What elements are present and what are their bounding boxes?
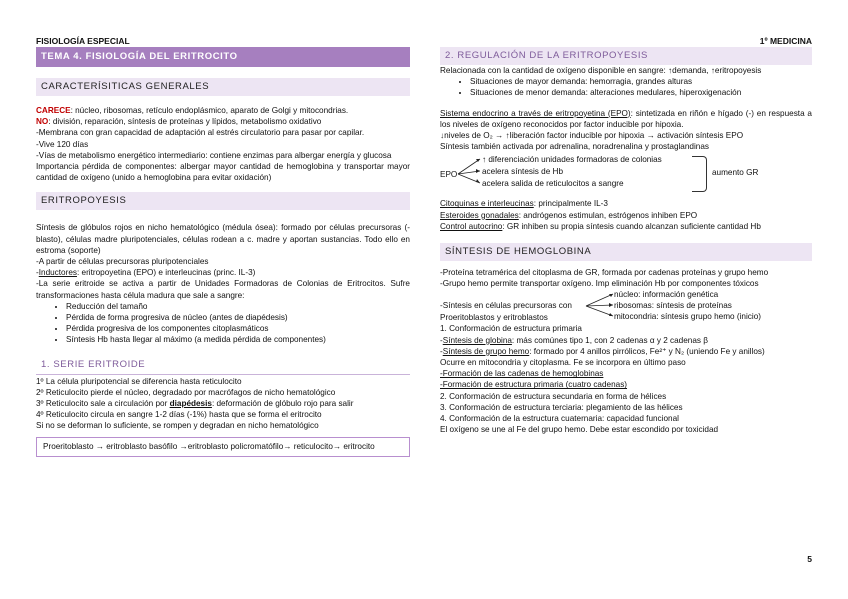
list-item: • Síntesis Hb hasta llegar al máximo (a medida pérdida de componentes) xyxy=(66,334,410,345)
header-subject: FISIOLOGÍA ESPECIAL xyxy=(36,36,130,46)
page-number: 5 xyxy=(807,554,812,564)
grupo-hemo-label: Síntesis de grupo hemo xyxy=(442,346,530,356)
inductores-label: Inductores xyxy=(38,268,77,278)
organelle-diagram xyxy=(440,289,812,323)
car-line: -Vive 120 días xyxy=(36,139,89,149)
citoquinas-text: : principalmente IL-3 xyxy=(533,199,608,209)
car-line: -Membrana con gran capacidad de adaptación al estrés circulatorio para pasar por capilar. xyxy=(36,128,365,138)
grupo-hemo-text: : formado por 4 anillos pirrólicos, Fe²⁺ y N₂ (uniendo Fe y anillos) xyxy=(529,346,765,356)
eri-paragraph: -A partir de células precursoras pluripotenciales xyxy=(36,257,209,267)
globina-line: -Síntesis de globina: más comúnes tipo 1, con 2 cadenas α y 2 cadenas β xyxy=(440,335,708,345)
hemo-line: Ocurre en mitocondria y citoplasma. Fe se incorpora en último paso xyxy=(440,358,686,368)
autocrino-text: : GR inhiben su propia síntesis cuando alcanzan suficiente cantidad Hb xyxy=(502,221,761,231)
left-column xyxy=(36,47,410,457)
hemo-step: 3. Conformación de estructura terciaria: plegamiento de las hélices xyxy=(440,402,683,412)
serie-line: 1º La célula pluripotencial se diferencia hasta reticulocito xyxy=(36,376,242,386)
hemo-step: 4. Conformación de la estructura cuaternaria: capacidad funcional xyxy=(440,414,679,424)
carece-label: CARECE xyxy=(36,106,71,115)
reg-line: Relacionada con la cantidad de oxígeno disponible en sangre: ↑demanda, ↑eritropoyesis xyxy=(440,66,762,75)
eritropoyesis-body xyxy=(36,222,410,345)
epo-result: aumento GR xyxy=(712,168,759,178)
organelle-item: ribosomas: síntesis de proteínas xyxy=(614,301,732,311)
organelle-branch-arrows-icon xyxy=(584,289,618,323)
serie-line: Si no se deforman lo suficiente, se rompen y degradan en nicho hematológico xyxy=(36,421,319,431)
right-column xyxy=(440,47,812,435)
hemo-line: -Proteína tetramérica del citoplasma de GR, formada por cadenas proteínas y grupo hemo xyxy=(440,268,769,278)
serie-text: : deformación de glóbulo rojo para salir xyxy=(211,399,354,409)
caracteristicas-body xyxy=(36,105,410,183)
hemo-sintesis-text: -Síntesis en células precursoras con xyxy=(440,301,572,311)
reg-bullet-list xyxy=(440,76,812,98)
epo-diagram xyxy=(440,154,812,196)
epo-section xyxy=(440,108,812,232)
citoquinas-line xyxy=(440,198,812,209)
hemo-sintesis-label xyxy=(440,300,572,322)
epo-effect: acelera síntesis de Hb xyxy=(482,167,564,177)
epo-effect: ↑ diferenciación unidades formadoras de colonias xyxy=(482,155,662,165)
sintesis-activada-line: Síntesis también activada por adrenalina, noradrenalina y prostaglandinas xyxy=(440,142,709,152)
globina-text: : más comúnes tipo 1, con 2 cadenas α y 2 cadenas β xyxy=(511,335,708,345)
niveles-line: ↓niveles de O₂ → ↑liberación factor inducible por hipoxia → activación síntesis EPO xyxy=(440,131,744,141)
list-item: • Pérdida de forma progresiva de núcleo (antes de diapédesis) xyxy=(66,312,410,323)
epo-effect: acelera salida de reticulocitos a sangre xyxy=(482,179,624,189)
grupo-hemo-line: -Síntesis de grupo hemo: formado por 4 anillos pirrólicos, Fe²⁺ y N₂ (uniendo Fe y anillos) xyxy=(440,346,765,356)
hemo-step: 2. Conformación de estructura secundaria en forma de hélices xyxy=(440,391,667,401)
serie-line: 2º Reticulocito pierde el núcleo, degradado por macrófagos de nicho hematológico xyxy=(36,387,336,397)
eri-paragraph: -La serie eritroide se activa a partir de Unidades Formadoras de Colonias de Eritrocitos. Sufre transformaciones hasta célula madura que sale a sangre: xyxy=(36,279,410,300)
epo-system-label: Sistema endocrino a través de eritropoyetina (EPO) xyxy=(440,108,631,118)
list-item: • Reducción del tamaño xyxy=(66,301,410,312)
list-item: • Pérdida progresiva de los componentes citoplasmáticos xyxy=(66,323,410,334)
eri-bullet-list xyxy=(36,301,410,346)
autocrino-label: Control autocrino xyxy=(440,221,503,231)
hemo-line: -Grupo hemo permite transportar oxígeno. Imp eliminación Hb por componentes tóxicos xyxy=(440,279,759,289)
section-serie-eritroide: 1. SERIE ERITROIDE xyxy=(36,356,410,375)
section-caracteristicas: CARACTERÍSITICAS GENERALES xyxy=(36,78,410,96)
eri-paragraph: Síntesis de glóbulos rojos en nicho hematológico (médula ósea): formado por células precursoras (-blasto), células madre pluripotenciales, células rodean a c. madre y aportan sustancias. Todo ello en estroma (soporte) xyxy=(36,223,410,255)
serie-line xyxy=(36,398,410,409)
carece-text: : núcleo, ribosomas, retículo endoplásmico, aparato de Golgi y mitocondrias. xyxy=(70,106,349,115)
carece-line xyxy=(36,105,410,116)
esteroides-label: Esteroides gonadales xyxy=(440,210,519,220)
organelle-item: núcleo: información genética xyxy=(614,290,719,300)
autocrino-line xyxy=(440,221,812,232)
esteroides-text: : andrógenos estimulan, estrógenos inhiben EPO xyxy=(518,210,698,220)
epo-system-text: : sintetizada en riñón e hígado (-) en respuesta a los niveles de oxígeno reconocidos por factor inducible por hipoxia. xyxy=(440,108,812,129)
globina-label: Síntesis de globina xyxy=(442,335,512,345)
epo-line xyxy=(440,108,812,130)
no-line xyxy=(36,116,410,127)
brace-icon xyxy=(692,156,707,192)
hemoglobina-body xyxy=(440,267,812,435)
hemo-precursors-text: Proeritoblastos y eritroblastos xyxy=(440,312,548,322)
hemo-line: El oxígeno se une al Fe del grupo hemo. Debe estar escondido por toxicidad xyxy=(440,425,719,435)
list-item: • Situaciones de menor demanda: alteraciones medulares, hiperoxigenación xyxy=(470,87,812,98)
organelle-item: mitocondria: síntesis grupo hemo (inicio) xyxy=(614,312,761,322)
maturation-flow-box: Proeritoblasto → eritroblasto basófilo →eritroblasto policromatófilo→ reticulocito→ eritrocito xyxy=(36,437,410,457)
inductores-text: : eritropoyetina (EPO) e interleucinas (princ. IL-3) xyxy=(76,268,256,278)
hemo-step: 1. Conformación de estructura primaria xyxy=(440,324,582,334)
esteroides-line xyxy=(440,210,812,221)
no-text: : división, reparación, síntesis de proteínas y lípidos, metabolismo oxidativo xyxy=(48,117,322,127)
citoquinas-label: Citoquinas e interleucinas xyxy=(440,199,534,209)
list-item: • Situaciones de mayor demanda: hemorragia, grandes alturas xyxy=(470,76,812,87)
section-sintesis-hemoglobina: SÍNTESIS DE HEMOGLOBINA xyxy=(440,243,812,261)
diapedesis-term: diapédesis xyxy=(169,399,212,409)
serie-text: 3º Reticulocito sale a circulación por xyxy=(36,399,170,409)
epo-word: EPO xyxy=(440,170,458,180)
serie-line: 4º Reticulocito circula en sangre 1-2 días (-1%) hasta que se forma el eritrocito xyxy=(36,410,322,420)
section-eritropoyesis: ERITROPOYESIS xyxy=(36,192,410,210)
section-regulacion: 2. REGULACIÓN DE LA ERITROPOYESIS xyxy=(440,47,812,65)
topic-title: TEMA 4. FISIOLOGÍA DEL ERITROCITO xyxy=(36,47,410,67)
hemo-line: -Formación de estructura primaria (cuatro cadenas) xyxy=(440,380,628,390)
no-label: NO xyxy=(36,117,49,127)
header-course: 1º MEDICINA xyxy=(759,36,812,46)
serie-body xyxy=(36,376,410,432)
hemo-line: -Formación de las cadenas de hemoglobinas xyxy=(440,369,604,379)
inductores-line: -Inductores: eritropoyetina (EPO) e interleucinas (princ. IL-3) xyxy=(36,268,256,278)
car-line: -Vías de metabolismo energético intermediario: contiene enzimas para albergar energía y glucosa xyxy=(36,150,392,160)
car-line: Importancia pérdida de componentes: albergar mayor cantidad de hemoglobina y transportar mayor cantidad de oxígeno (unido a hemoglobina para evitar oxidación) xyxy=(36,162,410,183)
